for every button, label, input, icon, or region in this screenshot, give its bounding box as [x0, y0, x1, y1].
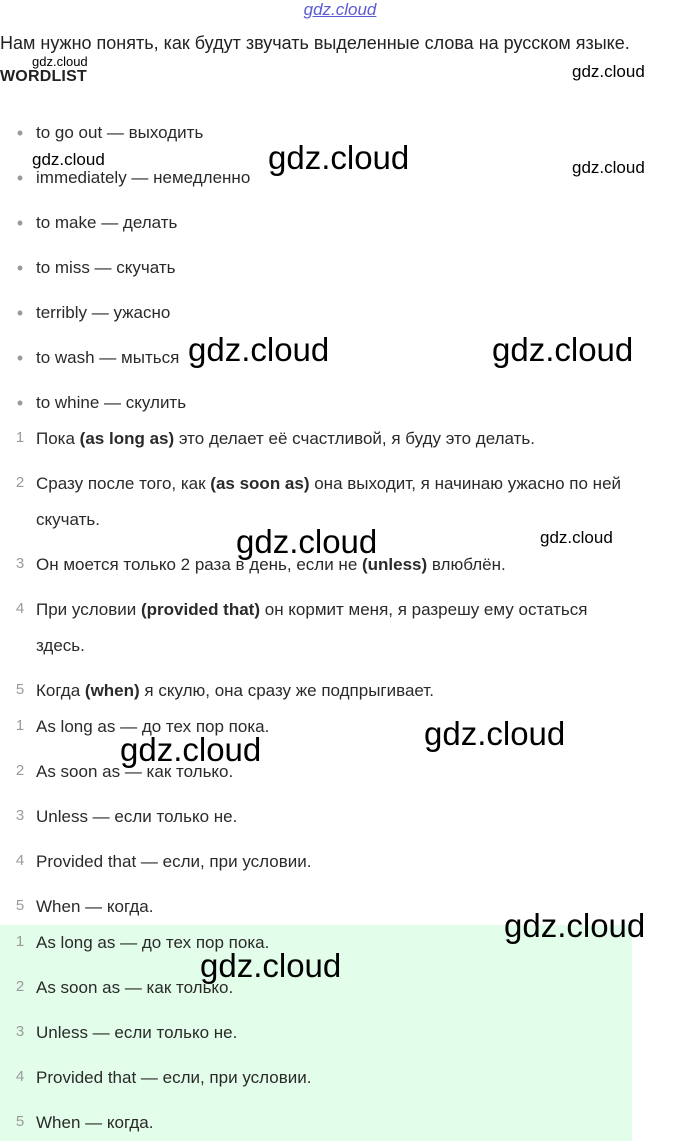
item-number: 2: [15, 762, 25, 779]
watermark: gdz.cloud: [540, 528, 613, 547]
highlighted-phrase: (provided that): [141, 600, 261, 619]
bullet-icon: •: [16, 168, 24, 188]
bullet-icon: •: [16, 348, 24, 368]
item-number: 1: [15, 429, 25, 446]
item-number: 5: [15, 897, 25, 914]
item-number: 4: [15, 852, 25, 869]
highlighted-phrase: (as soon as): [210, 474, 310, 493]
bullet-icon: •: [16, 123, 24, 143]
item-number: 2: [15, 474, 25, 491]
watermark: gdz.cloud: [32, 150, 105, 169]
watermark: gdz.cloud: [236, 523, 378, 560]
watermark: gdz.cloud: [188, 331, 330, 368]
item-number: 3: [15, 1023, 25, 1040]
item-number: 4: [15, 600, 25, 617]
bullet-icon: •: [16, 213, 24, 233]
item-number: 1: [15, 717, 25, 734]
highlighted-phrase: (when): [84, 681, 140, 700]
item-number: 1: [15, 933, 25, 950]
bullet-icon: •: [16, 303, 24, 323]
watermark: gdz.cloud: [200, 947, 342, 984]
bullet-icon: •: [16, 393, 24, 413]
highlighted-phrase: (as long as): [79, 429, 175, 448]
watermark: gdz.cloud: [572, 158, 645, 177]
watermark: gdz.cloud: [120, 731, 262, 768]
item-number: 5: [15, 1113, 25, 1130]
highlighted-phrase: (unless): [362, 555, 428, 574]
watermark: gdz.cloud: [32, 54, 88, 69]
watermark: gdz.cloud: [424, 715, 566, 752]
item-number: 4: [15, 1068, 25, 1085]
intro-text: Нам нужно понять, как будут звучать выделенные слова на русском языке.: [0, 33, 630, 53]
item-number: 3: [15, 807, 25, 824]
bullet-icon: •: [16, 258, 24, 278]
watermark: gdz.cloud: [492, 331, 634, 368]
item-number: 2: [15, 978, 25, 995]
watermark: gdz.cloud: [572, 62, 645, 81]
item-number: 5: [15, 681, 25, 698]
top-site-link[interactable]: gdz.cloud: [303, 0, 377, 19]
watermark: gdz.cloud: [268, 139, 410, 176]
watermark: gdz.cloud: [504, 907, 646, 944]
wordlist-heading: WORDLIST: [0, 68, 87, 85]
item-number: 3: [15, 555, 25, 572]
